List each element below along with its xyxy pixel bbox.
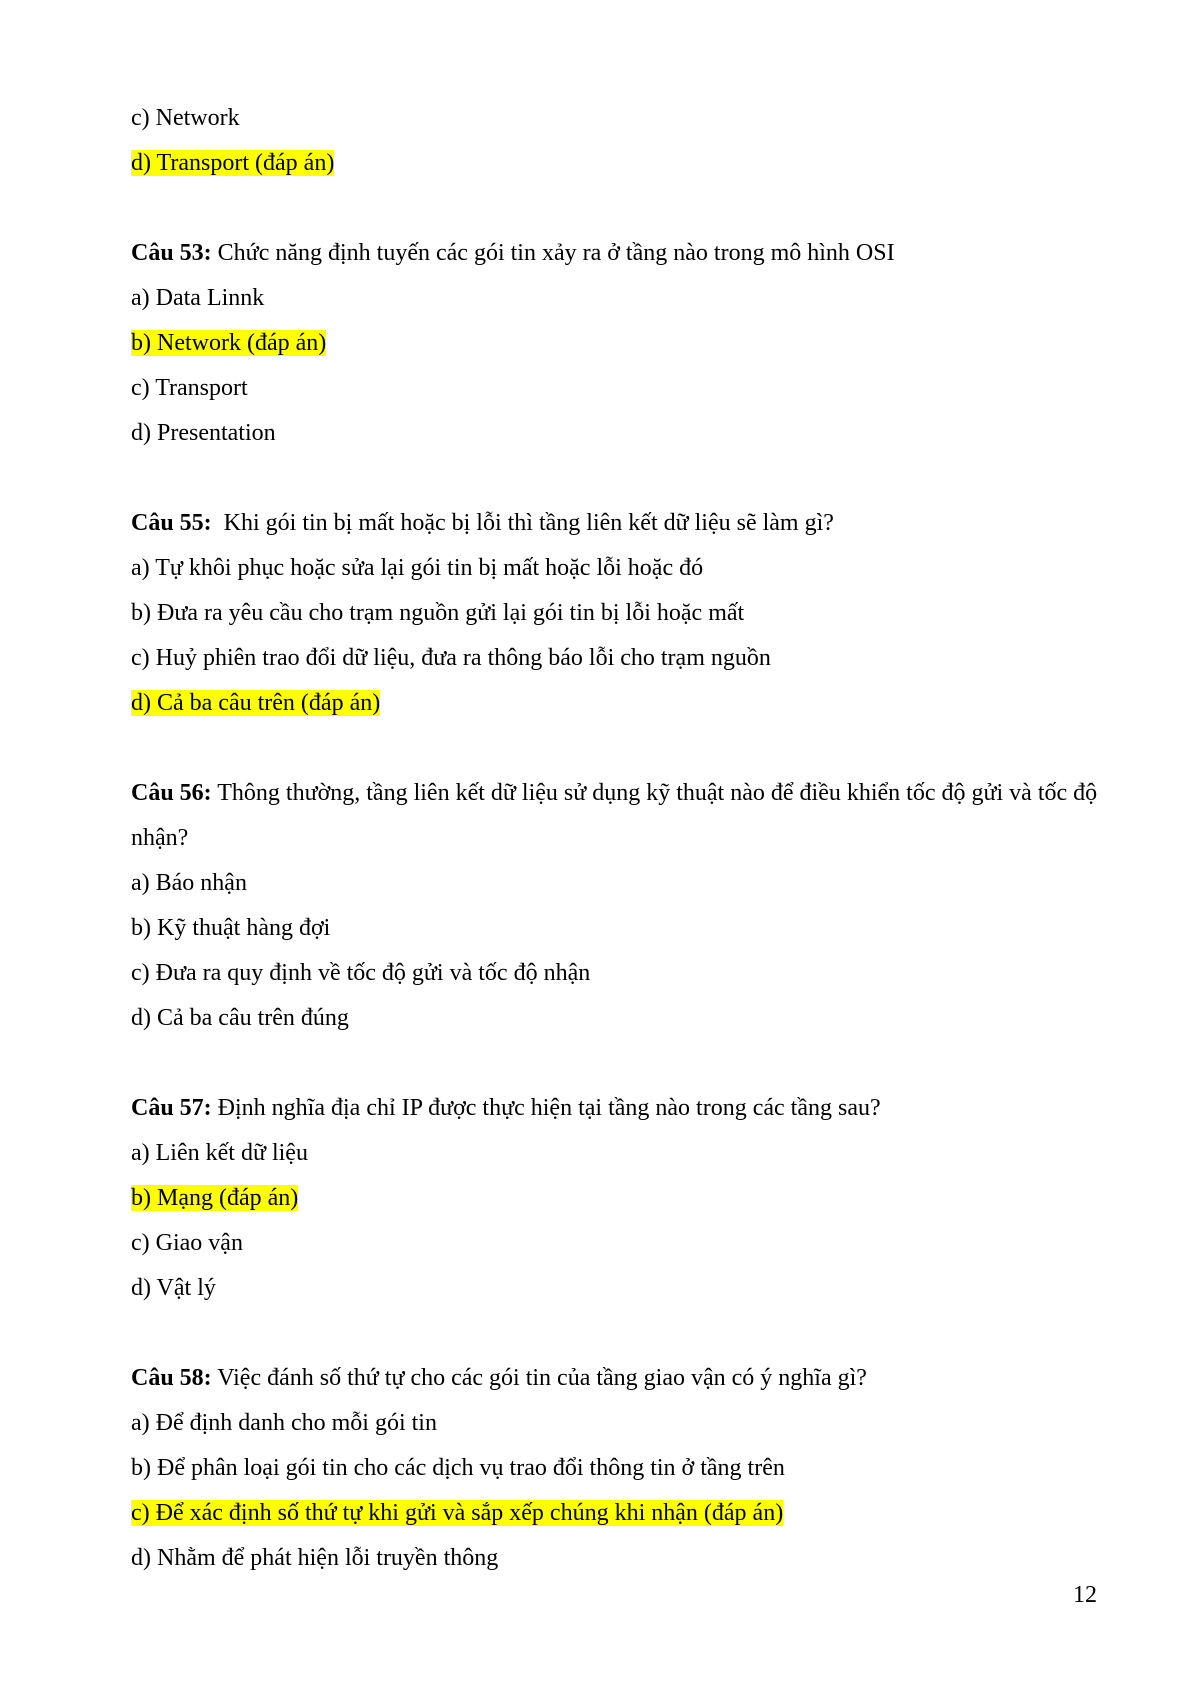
option-line-answer [131, 681, 1111, 726]
option-line [131, 411, 1111, 456]
spacer [131, 726, 1111, 771]
document-page [131, 96, 1111, 1581]
option-line [131, 1401, 1111, 1446]
option-line [131, 1446, 1111, 1491]
option-line-answer [131, 141, 1111, 186]
option-line-answer [131, 1176, 1111, 1221]
option-text: c) Transport [131, 375, 248, 401]
question-label: Câu 53: [131, 240, 212, 266]
option-line [131, 861, 1111, 906]
question-53 [131, 231, 1111, 276]
option-text: c) Đưa ra quy định về tốc độ gửi và tốc độ nhận [131, 960, 591, 986]
option-text: c) Giao vận [131, 1230, 243, 1256]
spacer [131, 1311, 1111, 1356]
question-text: Thông thường, tầng liên kết dữ liệu sử dụng kỹ thuật nào để điều khiển tốc độ gửi và tốc độ nhận? [131, 780, 1098, 851]
option-text: b) Đưa ra yêu cầu cho trạm nguồn gửi lại gói tin bị lỗi hoặc mất [131, 600, 745, 626]
spacer [131, 456, 1111, 501]
option-text: b) Kỹ thuật hàng đợi [131, 915, 331, 941]
option-text: d) Cả ba câu trên đúng [131, 1005, 349, 1031]
question-text: Việc đánh số thứ tự cho các gói tin của tầng giao vận có ý nghĩa gì? [211, 1365, 867, 1391]
option-line [131, 546, 1111, 591]
question-label: Câu 58: [131, 1365, 212, 1391]
answer-highlight: c) Để xác định số thứ tự khi gửi và sắp xếp chúng khi nhận (đáp án) [131, 1500, 784, 1526]
option-line [131, 591, 1111, 636]
page-number: 12 [1073, 1582, 1097, 1608]
option-line [131, 366, 1111, 411]
option-line-answer [131, 321, 1111, 366]
question-label: Câu 57: [131, 1095, 212, 1121]
option-text: c) Network [131, 105, 240, 131]
answer-highlight: b) Mạng (đáp án) [131, 1185, 299, 1211]
option-line [131, 996, 1111, 1041]
option-line [131, 951, 1111, 996]
question-text: Khi gói tin bị mất hoặc bị lỗi thì tầng liên kết dữ liệu sẽ làm gì? [211, 510, 834, 536]
question-58 [131, 1356, 1111, 1401]
option-text: d) Vật lý [131, 1275, 216, 1301]
option-line [131, 1266, 1111, 1311]
answer-highlight: b) Network (đáp án) [131, 330, 327, 356]
answer-highlight: d) Transport (đáp án) [131, 150, 335, 176]
question-text: Định nghĩa địa chỉ IP được thực hiện tại tầng nào trong các tầng sau? [211, 1095, 881, 1121]
option-line [131, 276, 1111, 321]
option-text: a) Để định danh cho mỗi gói tin [131, 1410, 437, 1436]
option-text: d) Nhằm để phát hiện lỗi truyền thông [131, 1545, 499, 1571]
option-text: a) Liên kết dữ liệu [131, 1140, 308, 1166]
option-line [131, 1536, 1111, 1581]
question-label: Câu 56: [131, 780, 212, 806]
option-line [131, 636, 1111, 681]
option-text: b) Để phân loại gói tin cho các dịch vụ trao đổi thông tin ở tầng trên [131, 1455, 785, 1481]
option-text: d) Presentation [131, 420, 276, 446]
option-line [131, 1131, 1111, 1176]
question-56 [131, 771, 1111, 861]
option-text: a) Tự khôi phục hoặc sửa lại gói tin bị mất hoặc lỗi hoặc đó [131, 555, 704, 581]
option-line [131, 96, 1111, 141]
question-label: Câu 55: [131, 510, 212, 536]
question-text: Chức năng định tuyến các gói tin xảy ra ở tầng nào trong mô hình OSI [211, 240, 895, 266]
option-text: a) Báo nhận [131, 870, 247, 896]
option-line [131, 1221, 1111, 1266]
question-57 [131, 1086, 1111, 1131]
answer-highlight: d) Cả ba câu trên (đáp án) [131, 690, 381, 716]
option-line-answer [131, 1491, 1111, 1536]
spacer [131, 186, 1111, 231]
spacer [131, 1041, 1111, 1086]
option-line [131, 906, 1111, 951]
question-55 [131, 501, 1111, 546]
option-text: c) Huỷ phiên trao đổi dữ liệu, đưa ra thông báo lỗi cho trạm nguồn [131, 645, 771, 671]
option-text: a) Data Linnk [131, 285, 265, 311]
